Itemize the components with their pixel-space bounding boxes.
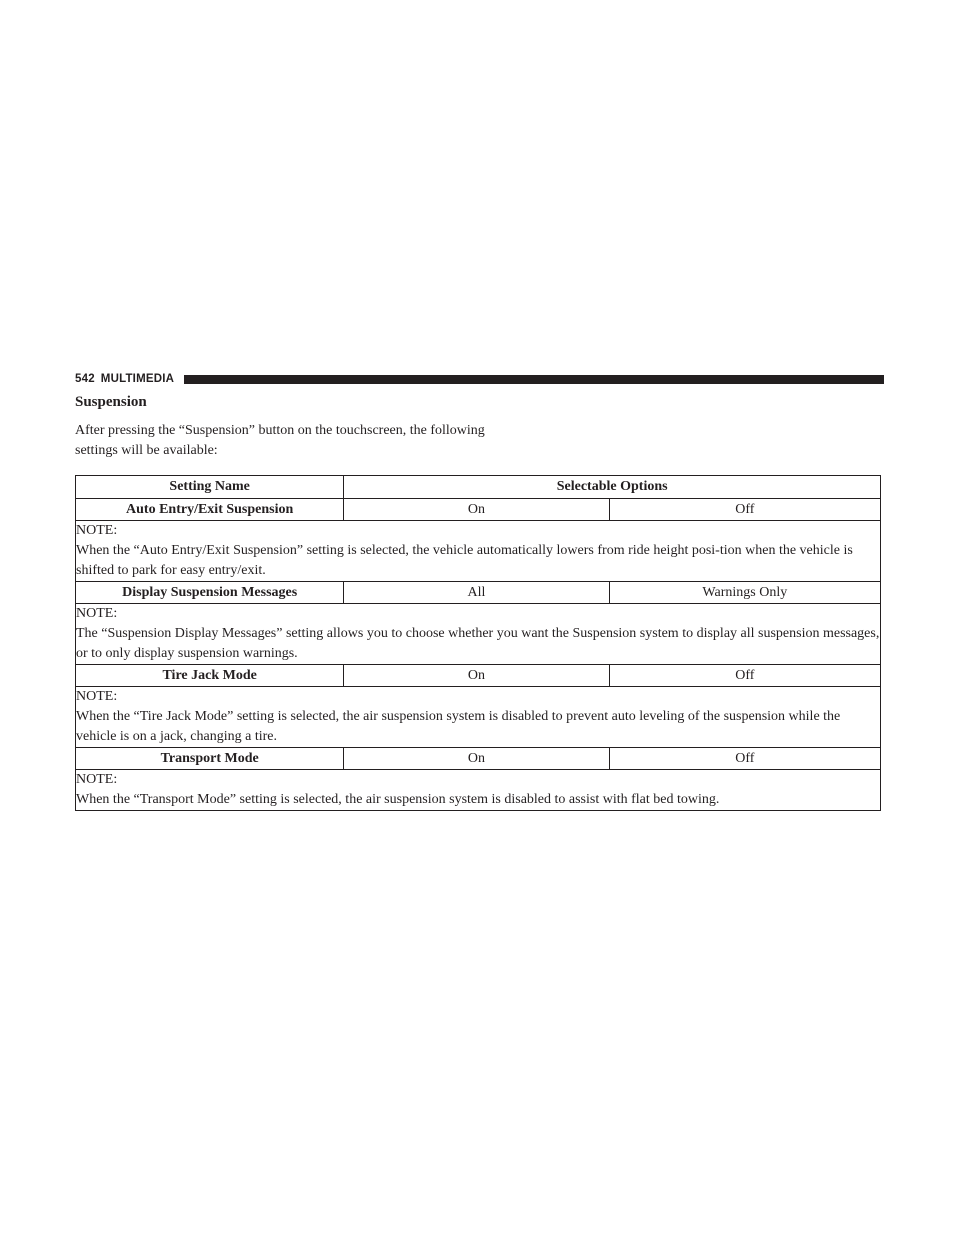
page-header: [75, 372, 884, 386]
note-cell: [76, 687, 881, 748]
option-2: Warnings Only: [609, 582, 880, 604]
note-row: [76, 687, 881, 748]
table-header-row: [76, 476, 881, 499]
note-label: NOTE:: [76, 606, 118, 621]
intro-paragraph: After pressing the “Suspension” button on the touchscreen, the following settings will be available:: [75, 423, 485, 458]
option-1: On: [344, 665, 609, 687]
setting-name: Display Suspension Messages: [76, 582, 344, 604]
option-1: On: [344, 499, 609, 521]
note-text: The “Suspension Display Messages” setting allows you to choose whether you want the Suspension system to display all suspension messages, or to only display suspension warnings.: [76, 626, 880, 661]
page-heading: Suspension: [75, 394, 147, 410]
note-row: [76, 604, 881, 665]
option-2: Off: [609, 665, 880, 687]
table-row: [76, 748, 881, 770]
note-row: [76, 521, 881, 582]
note-label: NOTE:: [76, 689, 118, 704]
suspension-settings-table: [75, 475, 881, 811]
note-text: When the “Tire Jack Mode” setting is selected, the air suspension system is disabled to prevent auto leveling of the suspension while the vehicle is on a jack, changing a tire.: [76, 709, 841, 744]
option-2: Off: [609, 748, 880, 770]
section-title: MULTIMEDIA: [100, 373, 175, 385]
option-1: All: [344, 582, 609, 604]
note-row: [76, 770, 881, 811]
note-label: NOTE:: [76, 523, 118, 538]
table-row: [76, 665, 881, 687]
note-label: NOTE:: [76, 772, 118, 787]
note-cell: [76, 604, 881, 665]
note-cell: [76, 521, 881, 582]
table-row: [76, 499, 881, 521]
option-2: Off: [609, 499, 880, 521]
column-header-setting-name: Setting Name: [76, 476, 344, 499]
column-header-selectable-options: Selectable Options: [344, 476, 881, 499]
page-number: 542: [75, 373, 95, 385]
header-rule: [184, 375, 884, 384]
note-text: When the “Transport Mode” setting is selected, the air suspension system is disabled to assist with flat bed towing.: [76, 792, 720, 807]
setting-name: Tire Jack Mode: [76, 665, 344, 687]
option-1: On: [344, 748, 609, 770]
note-cell: [76, 770, 881, 811]
note-text: When the “Auto Entry/Exit Suspension” setting is selected, the vehicle automatically lowers from ride height posi-tion when the vehicle is shifted to park for easy entry/exit.: [76, 543, 853, 578]
setting-name: Transport Mode: [76, 748, 344, 770]
setting-name: Auto Entry/Exit Suspension: [76, 499, 344, 521]
table-row: [76, 582, 881, 604]
